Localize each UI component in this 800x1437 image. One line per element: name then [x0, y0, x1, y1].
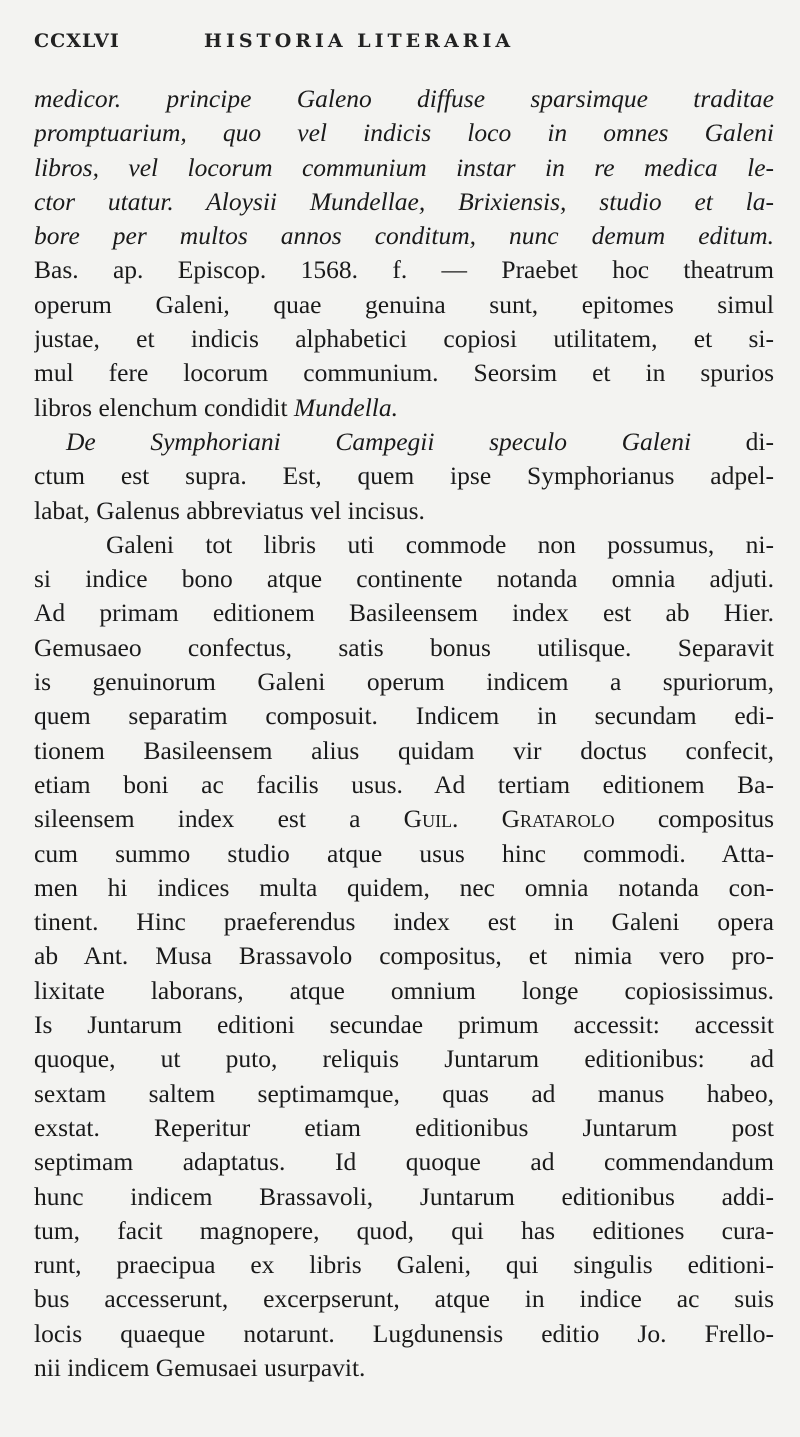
text-segment: sextam saltem septimamque, quas ad manus habeo,	[34, 1078, 774, 1108]
text-line	[34, 939, 774, 973]
italic-text: promptuarium, quo vel indicis loco in omnes Galeni	[34, 118, 774, 148]
text-segment: operum Galeni, quae genuina sunt, epitomes simul	[34, 289, 774, 319]
italic-text: libros, vel locorum communium instar in re medica le-	[34, 152, 774, 182]
italic-text: Mundella.	[293, 392, 399, 422]
text-segment: Galeni tot libris uti commode non possumus, ni-	[106, 529, 774, 559]
text-line	[34, 1214, 774, 1248]
text-line	[34, 905, 774, 939]
text-line	[34, 391, 774, 425]
paragraph	[34, 425, 774, 528]
text-line	[34, 322, 774, 356]
text-line	[34, 837, 774, 871]
running-title: HISTORIA LITERARIA	[204, 30, 515, 52]
text-line	[34, 974, 774, 1008]
running-header	[34, 26, 774, 60]
text-segment: compositus	[614, 804, 774, 834]
text-segment: Bas. ap. Episcop. 1568. f. — Praebet hoc theatrum	[34, 255, 774, 285]
text-segment: Is Juntarum editioni secundae primum accessit: accessit	[34, 1010, 774, 1040]
text-segment: Guil. Gratarolo	[403, 804, 615, 834]
text-line	[34, 116, 774, 150]
text-segment: tinent. Hinc praeferendus index est in Galeni opera	[34, 907, 774, 937]
text-line	[34, 1248, 774, 1282]
text-line	[34, 82, 774, 116]
text-segment: ab Ant. Musa Brassavolo compositus, et nimia vero pro-	[34, 941, 774, 971]
text-line	[34, 1077, 774, 1111]
text-line	[34, 802, 774, 836]
text-line	[34, 185, 774, 219]
text-line	[34, 1042, 774, 1076]
text-line	[34, 1282, 774, 1316]
text-line	[34, 1317, 774, 1351]
text-line	[34, 219, 774, 253]
text-segment: nii indicem Gemusaei usurpavit.	[34, 1352, 366, 1382]
book-page	[34, 26, 774, 1416]
text-segment: tum, facit magnopere, quod, qui has editiones cura-	[34, 1215, 774, 1245]
text-segment: runt, praecipua ex libris Galeni, qui singulis editioni-	[34, 1250, 774, 1280]
text-line	[34, 356, 774, 390]
italic-text: medicor. principe Galeno diffuse sparsimque traditae	[34, 84, 774, 113]
text-line	[34, 734, 774, 768]
text-segment: quem separatim composuit. Indicem in secundam edi-	[34, 701, 774, 731]
text-line	[34, 459, 774, 493]
text-line	[34, 562, 774, 596]
text-line	[34, 425, 774, 459]
text-line	[34, 1111, 774, 1145]
paragraph	[34, 528, 774, 1385]
text-line	[34, 528, 774, 562]
text-segment: men hi indices multa quidem, nec omnia notanda con-	[34, 872, 774, 902]
text-line	[34, 768, 774, 802]
text-segment: cum summo studio atque usus hinc commodi. Atta-	[34, 838, 774, 868]
text-segment: is genuinorum Galeni operum indicem a spuriorum,	[34, 667, 774, 697]
text-segment: sileensem index est a	[34, 804, 404, 834]
paragraph	[34, 82, 774, 425]
text-segment: bus accesserunt, excerpserunt, atque in indice ac suis	[34, 1284, 774, 1314]
text-line	[34, 288, 774, 322]
text-line	[34, 1008, 774, 1042]
italic-text: ctor utatur. Aloysii Mundellae, Brixiensis, studio et la-	[34, 186, 774, 216]
text-line	[34, 494, 774, 528]
body-text	[34, 82, 774, 1385]
text-segment: si indice bono atque continente notanda omnia adjuti.	[34, 564, 774, 594]
italic-text: De Symphoriani Campegii speculo Galeni	[66, 426, 692, 456]
text-line	[34, 665, 774, 699]
text-line	[34, 699, 774, 733]
text-segment: quoque, ut puto, reliquis Juntarum editionibus: ad	[34, 1044, 774, 1074]
text-segment: Ad primam editionem Basileensem index est ab Hier.	[34, 598, 774, 628]
text-segment: septimam adaptatus. Id quoque ad commendandum	[34, 1147, 774, 1177]
text-line	[34, 253, 774, 287]
text-line	[34, 1145, 774, 1179]
text-line	[34, 631, 774, 665]
text-line	[34, 596, 774, 630]
text-segment: hunc indicem Brassavoli, Juntarum editionibus addi-	[34, 1181, 774, 1211]
text-segment: tionem Basileensem alius quidam vir doctus confecit,	[34, 735, 774, 765]
text-segment: etiam boni ac facilis usus. Ad tertiam editionem Ba-	[34, 769, 774, 799]
text-segment: ctum est supra. Est, quem ipse Symphorianus adpel-	[34, 461, 774, 491]
text-line	[34, 1351, 774, 1385]
text-line	[34, 1180, 774, 1214]
page-number: CCXLVI	[34, 30, 120, 52]
text-line	[34, 871, 774, 905]
text-segment: locis quaeque notarunt. Lugdunensis editio Jo. Frello-	[34, 1318, 774, 1348]
text-line	[34, 151, 774, 185]
italic-text: bore per multos annos conditum, nunc demum editum.	[34, 221, 774, 251]
text-segment: exstat. Reperitur etiam editionibus Juntarum post	[34, 1112, 774, 1142]
text-segment: libros elenchum condidit	[34, 392, 294, 422]
text-segment: lixitate laborans, atque omnium longe copiosissimus.	[34, 975, 774, 1005]
text-segment: di-	[691, 426, 774, 456]
text-segment: labat, Galenus abbreviatus vel incisus.	[34, 495, 425, 525]
text-segment: justae, et indicis alphabetici copiosi utilitatem, et si-	[34, 324, 774, 354]
text-segment: Gemusaeo confectus, satis bonus utilisque. Separavit	[34, 632, 774, 662]
text-segment: mul fere locorum communium. Seorsim et in spurios	[34, 358, 774, 388]
